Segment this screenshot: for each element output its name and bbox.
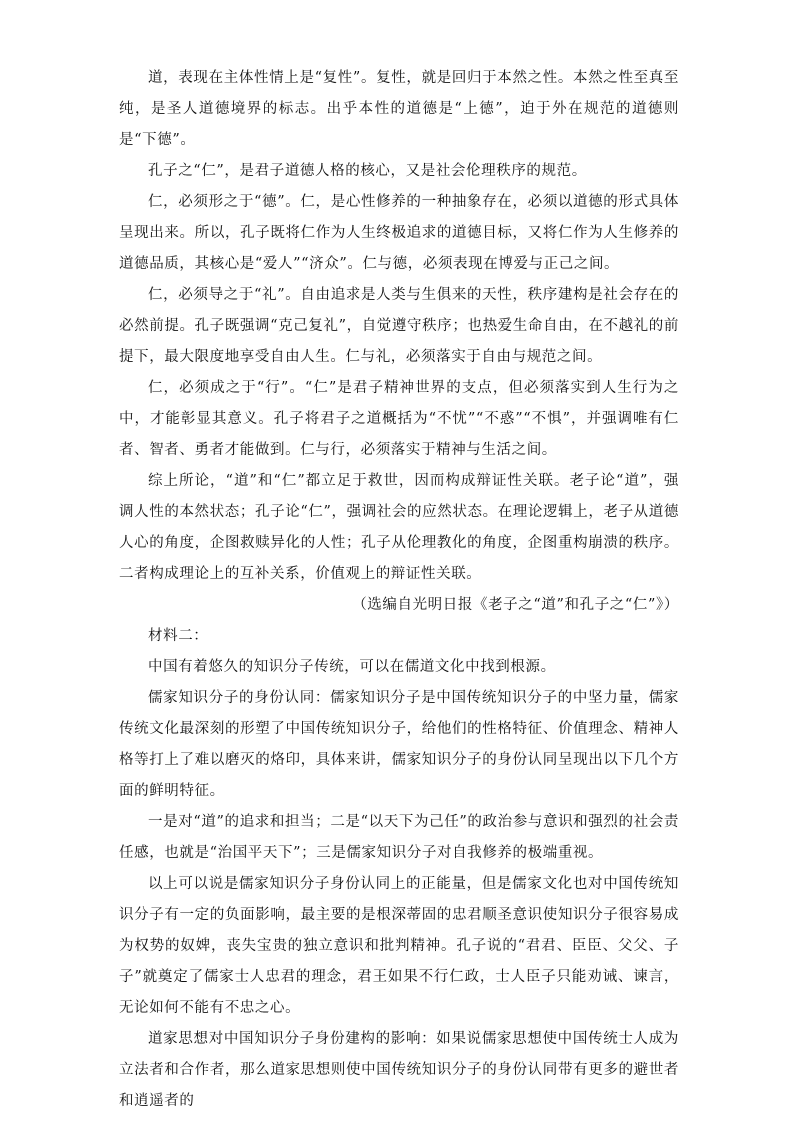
paragraph-ren-de: 仁，必须形之于“德”。仁，是心性修养的一种抽象存在，必须以道德的形式具体呈现出来。所以，孔子既将仁作为人生终极追求的道德目标，又将仁作为人生修养的道德品质，其核心是“爱人”“济众”。仁与德，必须表现在博爱与正己之间。 xyxy=(119,194,679,272)
paragraph-taoist-influence: 道家思想对中国知识分子身份建构的影响：如果说儒家思想使中国传统士人成为立法者和合作者，那么道家思想则使中国传统知识分子的身份认同带有更多的避世者和逍遥者的 xyxy=(119,1031,679,1109)
material-two-label: 材料二： xyxy=(148,628,209,644)
paragraph-ren-li: 仁，必须导之于“礼”。自由追求是人类与生俱来的天性，秩序建构是社会存在的必然前提。孔子既强调“克己复礼”，自觉遵守秩序；也热爱生命自由，在不越礼的前提下，最大限度地享受自由人生。仁与礼，必须落实于自由与规范之间。 xyxy=(119,287,679,365)
paragraph-negative-influence: 以上可以说是儒家知识分子身份认同上的正能量，但是儒家文化也对中国传统知识分子有一定的负面影响，最主要的是根深蒂固的忠君顺圣意识使知识分子很容易成为权势的奴婢，丧失宝贵的独立意识和批判精神。孔子说的“君君、臣臣、父父、子子”就奠定了儒家士人忠君的理念，君王如果不行仁政，士人臣子只能劝诫、谏言，无论如何不能有不忠之心。 xyxy=(119,876,679,1016)
paragraph-three-features: 一是对“道”的追求和担当；二是“以天下为己任”的政治参与意识和强烈的社会责任感，也就是“治国平天下”；三是儒家知识分子对自我修养的极端重视。 xyxy=(119,814,679,861)
paragraph-ren-core: 孔子之“仁”，是君子道德人格的核心，又是社会伦理秩序的规范。 xyxy=(148,163,587,179)
source-citation: （选编自光明日报《老子之“道”和孔子之“仁”》） xyxy=(352,597,679,613)
paragraph-ren-xing: 仁，必须成之于“行”。“仁”是君子精神世界的支点，但必须落实到人生行为之中，才能彰显其意义。孔子将君子之道概括为“不忧”“不惑”“不惧”，并强调唯有仁者、智者、勇者才能做到。仁与行，必须落实于精神与生活之间。 xyxy=(119,380,679,458)
paragraph-confucian-identity: 儒家知识分子的身份认同：儒家知识分子是中国传统知识分子的中坚力量，儒家传统文化最深刻的形塑了中国传统知识分子，给他们的性格特征、价值理念、精神人格等打上了难以磨灭的烙印，具体来讲，儒家知识分子的身份认同呈现出以下几个方面的鲜明特征。 xyxy=(119,690,679,799)
paragraph-summary: 综上所论，“道”和“仁”都立足于救世，因而构成辩证性关联。老子论“道”，强调人性的本然状态；孔子论“仁”，强调社会的应然状态。在理论逻辑上，老子从道德人心的角度，企图救赎异化的人性；孔子从伦理教化的角度，企图重构崩溃的秩序。二者构成理论上的互补关系，价值观上的辩证性关联。 xyxy=(119,473,679,582)
paragraph-dao-fuxing: 道，表现在主体性情上是“复性”。复性，就是回归于本然之性。本然之性至真至纯，是圣人道德境界的标志。出乎本性的道德是“上德”，迫于外在规范的道德则是“下德”。 xyxy=(119,70,679,148)
document-page xyxy=(119,63,679,1117)
paragraph-intellectual-tradition: 中国有着悠久的知识分子传统，可以在儒道文化中找到根源。 xyxy=(148,659,556,675)
